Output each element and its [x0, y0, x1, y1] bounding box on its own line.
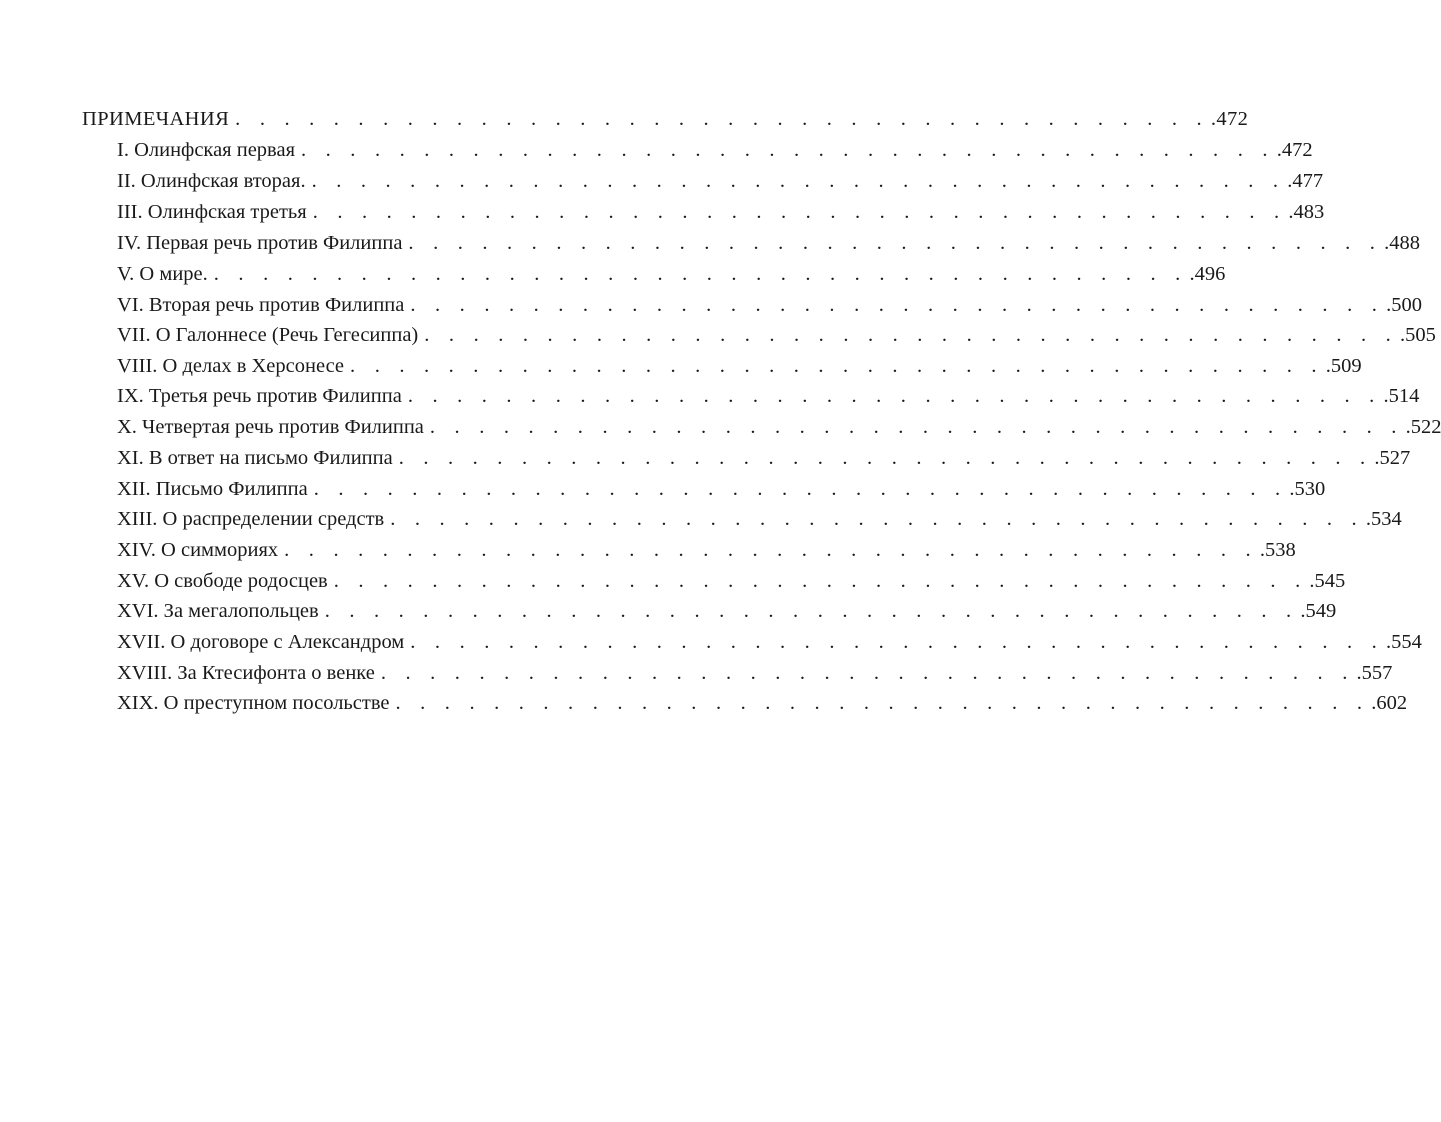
toc-entry-page: .527: [1374, 447, 1411, 469]
toc-heading[interactable]: [82, 104, 1249, 134]
toc-entry[interactable]: [117, 135, 1313, 165]
dot-leader: . . . . . . . . . . . . . . . . . . . . . . . . . . . . . . . . . . . . . . . .: [398, 447, 1373, 469]
toc-entry-title: XII. Письмо Филиппа: [117, 478, 308, 500]
dot-leader: . . . . . . . . . . . . . . . . . . . . . . . . . . . . . . . . . . . . . . . .: [410, 294, 1385, 316]
dot-leader: . . . . . . . . . . . . . . . . . . . . . . . . . . . . . . . . . . . . . . . .: [213, 263, 1188, 285]
toc-entry[interactable]: [117, 596, 1337, 626]
toc-entry-title: II. Олинфская вторая.: [117, 170, 306, 192]
toc-entry-title: XVIII. За Ктесифонта о венке: [117, 662, 375, 684]
dot-leader: . . . . . . . . . . . . . . . . . . . . . . . . . . . . . . . . . . . . . . . .: [380, 662, 1355, 684]
toc-entry-title: X. Четвертая речь против Филиппа: [117, 416, 424, 438]
dot-leader: . . . . . . . . . . . . . . . . . . . . . . . . . . . . . . . . . . . . . . . .: [324, 600, 1299, 622]
toc-entry-title: XI. В ответ на письмо Филиппа: [117, 447, 393, 469]
toc-entry[interactable]: [117, 381, 1420, 411]
toc-entry-page: .602: [1371, 692, 1408, 714]
toc-entry-page: .472: [1276, 139, 1313, 161]
toc-entry-title: XIX. О преступном посольстве: [117, 692, 390, 714]
toc-entry-page: .505: [1399, 324, 1436, 346]
toc-entry-page: .557: [1356, 662, 1393, 684]
toc-entry-title: V. О мире.: [117, 263, 208, 285]
toc-entry-title: III. Олинфская третья: [117, 201, 307, 223]
toc-entry-title: XVII. О договоре с Александром: [117, 631, 405, 653]
toc-entry-page: .509: [1325, 355, 1362, 377]
toc-entry-title: XV. О свободе родосцев: [117, 570, 328, 592]
toc-entry-page: .514: [1383, 385, 1420, 407]
toc-entry[interactable]: [117, 197, 1325, 227]
toc-entry-title: VI. Вторая речь против Филиппа: [117, 294, 405, 316]
dot-leader: . . . . . . . . . . . . . . . . . . . . . . . . . . . . . . . . . . . . . . . .: [301, 139, 1275, 161]
dot-leader: . . . . . . . . . . . . . . . . . . . . . . . . . . . . . . . . . . . . . . . .: [408, 232, 1383, 254]
toc-entry[interactable]: [117, 443, 1411, 473]
toc-entry-page: .538: [1259, 539, 1296, 561]
dot-leader: . . . . . . . . . . . . . . . . . . . . . . . . . . . . . . . . . . . . . . . .: [333, 570, 1308, 592]
toc-entry-page: .488: [1384, 232, 1420, 254]
toc-entry[interactable]: [117, 290, 1422, 320]
toc-entry-page: .545: [1309, 570, 1346, 592]
toc-entry-page: .496: [1189, 263, 1226, 285]
toc-entry[interactable]: [117, 351, 1362, 381]
toc-entry-title: IX. Третья речь против Филиппа: [117, 385, 402, 407]
dot-leader: . . . . . . . . . . . . . . . . . . . . . . . . . . . . . . . . . . . . . . . .: [311, 170, 1286, 192]
toc-entry[interactable]: [117, 474, 1326, 504]
toc-entry[interactable]: [117, 627, 1422, 657]
toc-entry[interactable]: [117, 658, 1393, 688]
dot-leader: . . . . . . . . . . . . . . . . . . . . . . . . . . . . . . . . . . . . . . . .: [390, 508, 1364, 530]
toc-entry[interactable]: [117, 688, 1408, 718]
toc-entry-page: .477: [1287, 170, 1324, 192]
dot-leader: . . . . . . . . . . . . . . . . . . . . . . . . . . . . . . . . . . . . . . . .: [284, 539, 1258, 561]
toc-entry[interactable]: [117, 228, 1420, 258]
dot-leader: . . . . . . . . . . . . . . . . . . . . . . . . . . . . . . . . . . . . . . . .: [424, 324, 1398, 346]
toc-entry[interactable]: [117, 320, 1436, 350]
toc-entry[interactable]: [117, 259, 1226, 289]
toc-heading-page: .472: [1210, 108, 1249, 130]
dot-leader: . . . . . . . . . . . . . . . . . . . . . . . . . . . . . . . . . . . . . . . .: [410, 631, 1384, 653]
toc-heading-title: ПРИМЕЧАНИЯ: [82, 108, 230, 130]
toc-entry-title: I. Олинфская первая: [117, 139, 295, 161]
toc-entry[interactable]: [117, 535, 1296, 565]
toc-entry-page: .534: [1365, 508, 1402, 530]
toc-entry-page: .500: [1386, 294, 1422, 316]
dot-leader: . . . . . . . . . . . . . . . . . . . . . . . . . . . . . . . . . . . . . . . .: [312, 201, 1287, 223]
toc-entry-title: IV. Первая речь против Филиппа: [117, 232, 403, 254]
toc-entry[interactable]: [117, 504, 1402, 534]
dot-leader: . . . . . . . . . . . . . . . . . . . . . . . . . . . . . . . . . . . . . . . .: [407, 385, 1382, 407]
toc-entry-title: XVI. За мегалопольцев: [117, 600, 319, 622]
toc-entry-title: XIII. О распределении средств: [117, 508, 385, 530]
toc-entry-page: .483: [1288, 201, 1325, 223]
toc-entry-page: .522: [1405, 416, 1441, 438]
dot-leader: . . . . . . . . . . . . . . . . . . . . . . . . . . . . . . . . . . . . . . . .: [313, 478, 1288, 500]
toc-entry-page: .549: [1300, 600, 1337, 622]
toc-entry[interactable]: [117, 566, 1346, 596]
toc-entry[interactable]: [117, 166, 1324, 196]
toc-entry-title: VIII. О делах в Херсонесе: [117, 355, 345, 377]
dot-leader: . . . . . . . . . . . . . . . . . . . . . . . . . . . . . . . . . . . . . . . .: [350, 355, 1324, 377]
toc-entry[interactable]: [117, 412, 1441, 442]
toc-entry-title: VII. О Галоннесе (Речь Гегесиппа): [117, 324, 419, 346]
toc-entry-title: XIV. О симмориях: [117, 539, 279, 561]
toc-entry-page: .530: [1289, 478, 1326, 500]
dot-leader: . . . . . . . . . . . . . . . . . . . . . . . . . . . . . . . . . . . . . . . .: [429, 416, 1404, 438]
dot-leader: . . . . . . . . . . . . . . . . . . . . . . . . . . . . . . . . . . . . . . . .: [235, 108, 1209, 130]
dot-leader: . . . . . . . . . . . . . . . . . . . . . . . . . . . . . . . . . . . . . . . .: [395, 692, 1370, 714]
toc-entry-page: .554: [1385, 631, 1422, 653]
